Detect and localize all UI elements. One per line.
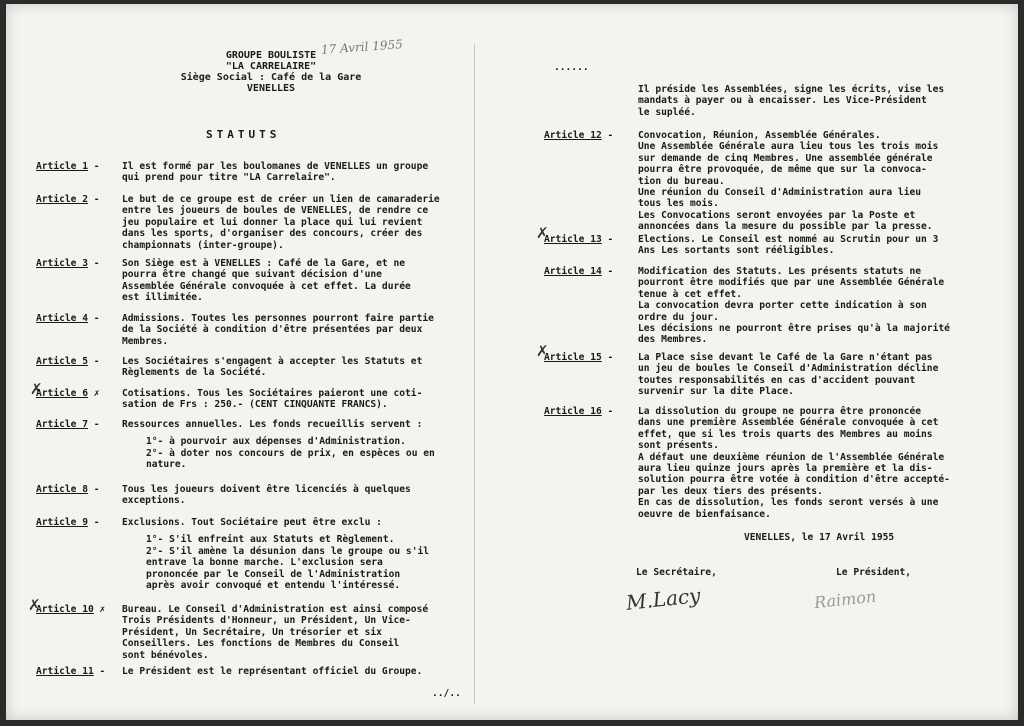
article-text: entre les joueurs de boules de VENELLES, de rendre ce — [122, 205, 429, 217]
secretary-signature: M.Lacy — [624, 583, 702, 615]
article-text: Les Sociétaires s'engagent à accepter les Statuts et — [122, 356, 423, 367]
article-text: Trois Présidents d'Honneur, un Président, Un Vice- — [122, 615, 411, 627]
article-text: de la Société à condition d'être présentées par deux — [122, 324, 423, 336]
header-line: Siège Social : Café de la Gare — [180, 72, 362, 83]
article-label: Article 16 — [544, 406, 602, 417]
article-text: Règlements de la Société. — [122, 367, 267, 379]
article-label: Article 14 — [544, 266, 602, 277]
article-text: La convocation devra porter cette indication à son — [638, 300, 927, 312]
article-text: oeuvre de bienfaisance. — [638, 508, 771, 520]
article-text: Bureau. Le Conseil d'Administration est ainsi composé — [122, 604, 429, 615]
place-and-date: VENELLES, le 17 Avril 1955 — [744, 532, 895, 543]
article-text: mandats à payer ou à encaisser. Les Vice-Président — [638, 95, 927, 107]
article-label: Article 3 — [36, 258, 88, 269]
article-label: Article 1 — [36, 161, 88, 172]
article-text: le supléé. — [638, 106, 696, 118]
scanned-document-sheet: GROUPE BOULISTE "LA CARRELAIRE" Siège Social : Café de la Gare VENELLES 17 Avril 1955 STATUTS Article 1 - Il est formé par les boulomanes de VENELLES un groupe qui prend pour titre "LA Carrelaire". Article 2 - Le but de ce groupe est de créer un lien de camaraderie entre les joueurs de boules de VENELLES, de rendre ce jeu populaire et lui donner la place qui lui revient dans les sports, d'organiser des concours, créer des championnats (inter-groupe). Article 3 - Son Siège est à VENELLES : Café de la Gare, et ne pourra être changé que suivant décision d'une Assemblée Générale convoquée à cet effet. La durée est illimitée. Article 4 - Admissions. Toutes les personnes pourront faire partie de la Société à condition d'être présentées par deux Membres. Article 5 - Les Sociétaires s'engagent à accepter les Statuts et Règlements de la Société. ✗ Article 6 ✗ Cotisations. Tous les Sociétaires paieront une coti- sation de Frs : 250.- (CENT CINQUANTE FRANCS). Article 7 - Ressources annuelles. Les fonds recueillis servent : 1°- à pourvoir aux dépenses d'Administration. 2°- à doter nos concours de prix, en espèces ou en nature. Article 8 - Tous les joueurs doivent être licenciés à quelques exceptions. Article 9 - Exclusions. Tout Sociétaire peut être exclu : 1°- S'il enfreint aux Statuts et Règlement. 2°- S'il amène la désunion dans le groupe ou s'il entrave la bonne marche. L'exclusion sera prononcée par le Conseil de l'Administration après avoir convoqué et entendu l'intéressé. ✗ Article 10 ✗ Bureau. Le Conseil d'Administration est ainsi composé Trois Présidents d'Honneur, un Président, Un Vice- Président, Un Secrétaire, Un trésorier et six Conseillers. Les fonctions de Membres du Conseil sont bénévoles. Article 11 - Le Président est le représentant officiel du Groupe. ../.. ...... Il préside les Assemblées, signe les écrits, vise les mandats à payer ou à encaisser. Les Vice-Président le supléé. Article 12 - Convocation, Réunion, Assemblée Générales. Une Assemblée Générale aura lieu tous les trois mois sur demande de cinq Membres. Une assemblée générale pourra être provoquée, de même que sur la convoca- tion du bureau. Une réunion du Conseil d'Administration aura lieu tous les mois. Les Convocations seront envoyées par la Poste et annoncées dans la mesure du possible par la presse. ✗ Article 13 - Elections. Le Conseil est nommé au Scrutin pour un 3 Ans Les sortants sont rééligibles. Article 14 - Modification des Statuts. Les présents statuts ne pourront être modifiés que par une Assemblée Générale tenue à cet effet. La convocation devra porter cette indication à son ordre du jour. Les décisions ne pourront être prises qu'à la majorité des Membres. ✗ Article 15 - La Place sise devant le Café de la Gare n'étant pas un jeu de boules le Conseil d'Administration décline toutes responsabilités en cas d'accident pouvant survenir sur la dite Place. Article 16 - La dissolution du groupe ne pourra être prononcée dans une première Assemblée Générale convoquée à cet effet, que si les trois quarts des Membres au moins sont présents. A défaut une deuxième réunion de l'Assemblée Générale aura lieu quinze jours après la première et la dis- solution pourra être votée à condition d'être accepté- par les deux tiers des présents. En cas de dissolution, les fonds seront versés à une oeuvre de bienfaisance. VENELLES, le 17 Avril 1955 Le Secrétaire, Le Président, M.Lacy Raimon — [6, 4, 1018, 720]
article-text: Exclusions. Tout Sociétaire peut être exclu : — [122, 517, 382, 528]
article-text: toutes responsabilités en cas d'accident pouvant — [638, 374, 916, 386]
article-subitem: 2°- à doter nos concours de prix, en espèces ou en — [146, 447, 435, 459]
article-label: Article 8 — [36, 484, 88, 495]
continuation-dots: ...... — [554, 62, 589, 73]
article-text: Une réunion du Conseil d'Administration aura lieu — [638, 187, 922, 199]
article-label: Article 12 — [544, 130, 602, 141]
article-text: A défaut une deuxième réunion de l'Assemblée Générale — [638, 451, 945, 463]
article-text: solution pourra être votée à condition d'être accepté- — [638, 474, 950, 486]
header-line: GROUPE BOULISTE — [225, 50, 317, 61]
article-label: Article 6 — [36, 388, 88, 399]
handwritten-x-mark-icon: ✗ — [30, 380, 43, 398]
handwritten-x-mark-icon: ✗ — [536, 224, 549, 242]
page-title: STATUTS — [206, 128, 281, 141]
article-label: Article 10 — [36, 604, 94, 615]
article-subitem: 1°- S'il enfreint aux Statuts et Règlement. — [146, 534, 395, 546]
article-text: Son Siège est à VENELLES : Café de la Gare, et ne — [122, 258, 406, 269]
article-text: En cas de dissolution, les fonds seront versés à une — [638, 497, 939, 509]
article-text: Assemblée Générale convoquée à cet effet. La durée — [122, 280, 411, 292]
article-text: est illimitée. — [122, 292, 203, 304]
article-text: Il préside les Assemblées, signe les écrits, vise les — [638, 84, 945, 95]
president-signature: Raimon — [813, 586, 877, 613]
article-text: Admissions. Toutes les personnes pourront faire partie — [122, 313, 434, 324]
article-text: pourra être provoquée, de même que sur la convoca- — [638, 164, 927, 176]
article-text: Le Président est le représentant officiel du Groupe. — [122, 666, 423, 677]
article-text: La dissolution du groupe ne pourra être prononcée — [638, 406, 922, 417]
article-text: Membres. — [122, 335, 169, 347]
article-text: Convocation, Réunion, Assemblée Générales. — [638, 130, 881, 141]
article-label: Article 11 — [36, 666, 94, 677]
header-line: VENELLES — [246, 83, 296, 94]
article-label: Article 5 — [36, 356, 88, 367]
article-text: Modification des Statuts. Les présents statuts ne — [638, 266, 922, 277]
article-text: Il est formé par les boulomanes de VENELLES un groupe — [122, 161, 429, 172]
article-text: sation de Frs : 250.- (CENT CINQUANTE FRANCS). — [122, 399, 388, 411]
article-text: championnats (inter-groupe). — [122, 239, 284, 251]
article-text: Les Convocations seront envoyées par la Poste et — [638, 209, 916, 221]
article-text: tenue à cet effet. — [638, 288, 742, 300]
article-text: qui prend pour titre "LA Carrelaire". — [122, 172, 336, 184]
article-text: Elections. Le Conseil est nommé au Scrutin pour un 3 — [638, 234, 939, 245]
header-line: "LA CARRELAIRE" — [225, 61, 317, 72]
article-text: Ans Les sortants sont rééligibles. — [638, 245, 835, 257]
article-text: La Place sise devant le Café de la Gare n'étant pas — [638, 352, 933, 363]
article-text: sont présents. — [638, 440, 719, 452]
article-text: tion du bureau. — [638, 175, 725, 187]
article-text: aura lieu quinze jours après la première et la dis- — [638, 463, 933, 475]
continued-marker: ../.. — [432, 688, 461, 699]
article-text: par les deux tiers des présents. — [638, 485, 823, 497]
article-text: Cotisations. Tous les Sociétaires paieront une coti- — [122, 388, 423, 399]
article-text: jeu populaire et lui donner la place qui lui revient — [122, 216, 423, 228]
article-subitem: nature. — [146, 459, 187, 471]
article-text: des Membres. — [638, 334, 708, 346]
handwritten-date: 17 Avril 1955 — [320, 37, 404, 57]
article-text: dans les sports, d'organiser des concours, créer des — [122, 228, 423, 240]
article-text: Conseillers. Les fonctions de Membres du Conseil — [122, 638, 400, 650]
article-text: Une Assemblée Générale aura lieu tous les trois mois — [638, 141, 939, 153]
article-text: pourra être changé que suivant décision d'une — [122, 269, 382, 281]
article-text: effet, que si les trois quarts des Membres au moins — [638, 428, 933, 440]
secretary-label: Le Secrétaire, — [636, 567, 717, 578]
article-label: Article 7 — [36, 419, 88, 430]
article-subitem: entrave la bonne marche. L'exclusion sera — [146, 557, 383, 569]
article-text: Le but de ce groupe est de créer un lien de camaraderie — [122, 194, 440, 205]
document-header — [156, 50, 386, 94]
article-text: un jeu de boules le Conseil d'Administration décline — [638, 363, 939, 375]
handwritten-x-mark-icon: ✗ — [536, 342, 549, 360]
article-text: ordre du jour. — [638, 311, 719, 323]
article-subitem: prononcée par le Conseil de l'Administration — [146, 568, 401, 580]
article-label: Article 4 — [36, 313, 88, 324]
article-text: exceptions. — [122, 495, 186, 507]
article-text: sont bénévoles. — [122, 649, 209, 661]
handwritten-x-mark-icon: ✗ — [28, 596, 41, 614]
article-text: Les décisions ne pourront être prises qu'à la majorité — [638, 323, 950, 335]
article-label: Article 13 — [544, 234, 602, 245]
article-label: Article 9 — [36, 517, 88, 528]
article-text: Président, Un Secrétaire, Un trésorier et six — [122, 626, 382, 638]
article-text: tous les mois. — [638, 198, 719, 210]
article-text: sur demande de cinq Membres. Une assemblée générale — [638, 152, 933, 164]
article-subitem: 1°- à pourvoir aux dépenses d'Administration. — [146, 436, 406, 448]
article-subitem: après avoir convoqué et entendu l'intéressé. — [146, 580, 401, 592]
article-text: pourront être modifiés que par une Assemblée Générale — [638, 277, 945, 289]
article-text: survenir sur la dite Place. — [638, 386, 794, 398]
article-text: annoncées dans la mesure du possible par la presse. — [638, 221, 933, 233]
president-label: Le Président, — [836, 567, 912, 578]
article-text: dans une première Assemblée Générale convoquée à cet — [638, 417, 939, 429]
article-label: Article 15 — [544, 352, 602, 363]
page-fold — [474, 44, 475, 704]
article-text: Ressources annuelles. Les fonds recueillis servent : — [122, 419, 423, 430]
article-label: Article 2 — [36, 194, 88, 205]
article-text: Tous les joueurs doivent être licenciés à quelques — [122, 484, 411, 495]
article-subitem: 2°- S'il amène la désunion dans le groupe ou s'il — [146, 545, 430, 557]
